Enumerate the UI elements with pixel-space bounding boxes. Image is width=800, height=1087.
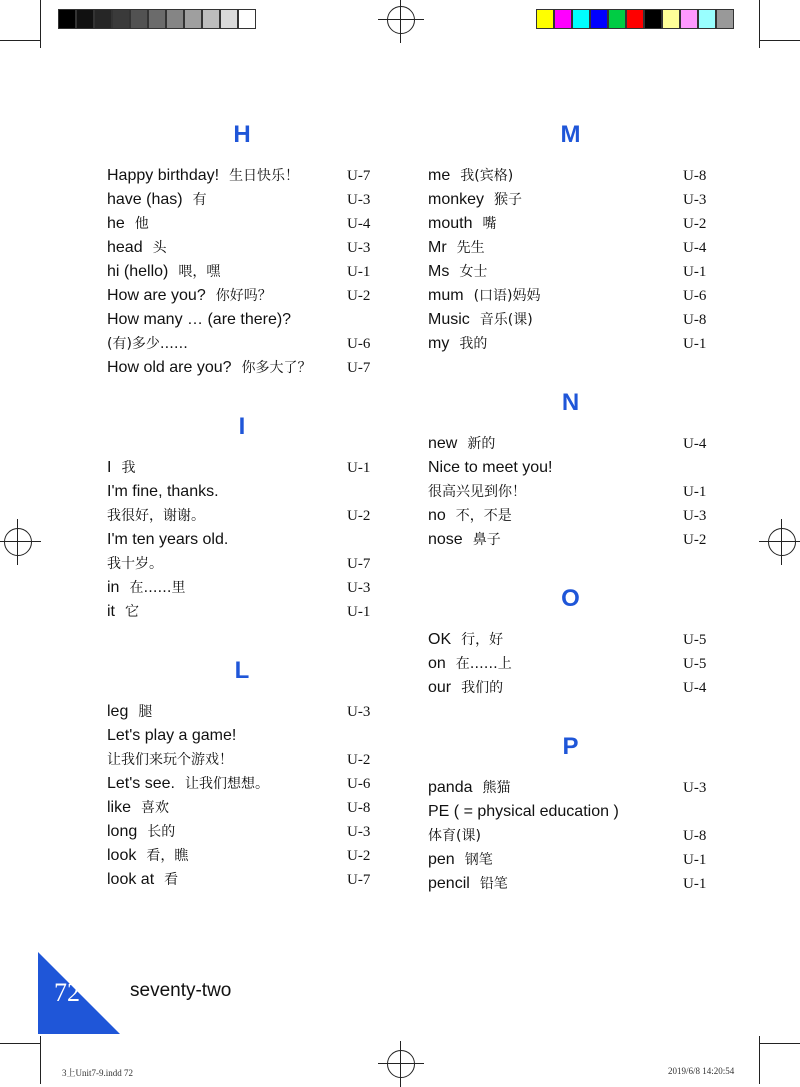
color-swatch (58, 9, 76, 29)
english-term: look at (107, 871, 155, 888)
entry-text (428, 212, 683, 236)
glossary-entry (428, 212, 713, 236)
entry-text (107, 528, 347, 576)
unit-reference: U-8 (683, 312, 707, 328)
color-swatch (536, 9, 554, 29)
english-term: on (428, 655, 446, 672)
glossary-entry (428, 528, 713, 552)
crop-mark (760, 40, 800, 41)
unit-reference: U-3 (683, 192, 707, 208)
chinese-meaning: 看，瞧 (146, 848, 189, 864)
color-swatch (716, 9, 734, 29)
chinese-meaning: 铅笔 (479, 876, 508, 892)
entry-text (428, 188, 683, 212)
chinese-meaning: 熊猫 (482, 780, 511, 796)
crop-mark (0, 40, 40, 41)
entry-text (428, 504, 683, 528)
color-swatch (184, 9, 202, 29)
section-letter: H (233, 121, 251, 148)
chinese-meaning: 新的 (467, 436, 496, 452)
glossary-entry (107, 576, 377, 600)
chinese-meaning: (有)多少…… (107, 336, 188, 352)
crop-mark (760, 1043, 800, 1044)
entry-text (107, 260, 347, 284)
crop-mark (0, 1043, 40, 1044)
print-timestamp: 2019/6/8 14:20:54 (668, 1066, 735, 1076)
section-letter: O (561, 585, 580, 612)
unit-reference: U-3 (347, 580, 371, 596)
chinese-meaning: 鼻子 (472, 532, 501, 548)
english-term: leg (107, 703, 129, 720)
unit-reference: U-3 (347, 192, 371, 208)
english-term: mouth (428, 215, 473, 232)
chinese-meaning: 音乐(课) (479, 312, 533, 328)
english-term: PE ( = physical education ) (428, 803, 619, 820)
chinese-meaning: 你好吗？ (215, 288, 272, 304)
glossary-entry (107, 212, 377, 236)
chinese-meaning: 我(宾格) (460, 168, 514, 184)
glossary-entry (107, 308, 377, 356)
chinese-meaning: 行，好 (461, 632, 504, 648)
english-term: Happy birthday! (107, 167, 220, 184)
english-term: I'm ten years old. (107, 531, 229, 548)
glossary-entry (428, 800, 713, 848)
english-term: our (428, 679, 452, 696)
unit-reference: U-7 (347, 360, 371, 376)
glossary-entry (107, 844, 377, 868)
english-term: I'm fine, thanks. (107, 483, 219, 500)
page-number: 72 (54, 978, 80, 1007)
entry-text (428, 284, 683, 308)
entry-text (107, 236, 347, 260)
entry-text (107, 212, 347, 236)
chinese-meaning: 让我们想想。 (184, 776, 269, 792)
glossary-section (428, 110, 713, 356)
unit-reference: U-8 (683, 168, 707, 184)
glossary-entry (428, 308, 713, 332)
entry-text (107, 820, 347, 844)
glossary-entry (428, 504, 713, 528)
glossary-entry (107, 456, 377, 480)
entry-text (428, 332, 683, 356)
english-term: look (107, 847, 137, 864)
glossary-entry (107, 868, 377, 892)
unit-reference: U-4 (683, 240, 707, 256)
entry-text (428, 800, 683, 848)
unit-reference: U-1 (683, 336, 707, 352)
glossary-entry (428, 236, 713, 260)
english-term: panda (428, 779, 473, 796)
unit-reference: U-4 (683, 436, 707, 452)
english-term: mum (428, 287, 464, 304)
entry-text (107, 456, 347, 480)
entry-text (107, 284, 347, 308)
section-letter: L (234, 657, 250, 684)
color-swatch (572, 9, 590, 29)
color-swatch (76, 9, 94, 29)
english-term: in (107, 579, 120, 596)
english-term: How are you? (107, 287, 206, 304)
glossary-entry (428, 776, 713, 800)
color-swatch (166, 9, 184, 29)
english-term: it (107, 603, 115, 620)
english-term: Nice to meet you! (428, 459, 553, 476)
glossary-left-column (107, 110, 377, 914)
glossary-entry (107, 260, 377, 284)
unit-reference: U-3 (347, 704, 371, 720)
file-slug: 3上Unit7-9.indd 72 (62, 1068, 133, 1078)
unit-reference: U-2 (347, 508, 371, 524)
chinese-meaning: 先生 (456, 240, 485, 256)
chinese-meaning: 头 (152, 240, 167, 256)
english-term: pen (428, 851, 455, 868)
glossary-entry (107, 700, 377, 724)
entry-text (107, 188, 347, 212)
section-letter: I (238, 413, 246, 440)
chinese-meaning: 长的 (147, 824, 176, 840)
english-term: Let's play a game! (107, 727, 237, 744)
glossary-section (107, 110, 377, 380)
color-swatch (238, 9, 256, 29)
glossary-entry (107, 772, 377, 796)
glossary-entry (107, 188, 377, 212)
glossary-entry (107, 528, 377, 576)
glossary-entry (428, 260, 713, 284)
unit-reference: U-6 (347, 776, 371, 792)
unit-reference: U-5 (683, 632, 707, 648)
color-swatch (220, 9, 238, 29)
english-term: long (107, 823, 138, 840)
entry-text (428, 308, 683, 332)
registration-mark-icon (387, 1050, 415, 1078)
entry-text (107, 700, 347, 724)
entry-text (428, 236, 683, 260)
entry-text (428, 628, 683, 652)
english-term: Music (428, 311, 470, 328)
chinese-meaning: 不，不是 (455, 508, 512, 524)
english-term: new (428, 435, 458, 452)
glossary-section (107, 402, 377, 624)
glossary-entry (107, 600, 377, 624)
glossary-entry (107, 480, 377, 528)
english-term: no (428, 507, 446, 524)
glossary-entry (428, 456, 713, 504)
entry-text (428, 676, 683, 700)
chinese-meaning: 腿 (138, 704, 153, 720)
english-term: he (107, 215, 125, 232)
english-term: hi (hello) (107, 263, 169, 280)
unit-reference: U-2 (683, 532, 707, 548)
unit-reference: U-8 (347, 800, 371, 816)
chinese-meaning: 让我们来玩个游戏！ (107, 752, 233, 768)
chinese-meaning: 在……里 (129, 580, 186, 596)
unit-reference: U-7 (347, 556, 371, 572)
glossary-entry (428, 164, 713, 188)
unit-reference: U-8 (683, 828, 707, 844)
entry-text (428, 652, 683, 676)
chinese-meaning: 看 (164, 872, 179, 888)
entry-text (428, 848, 683, 872)
registration-mark-icon (387, 6, 415, 34)
unit-reference: U-3 (683, 508, 707, 524)
chinese-meaning: 喂，嘿 (178, 264, 221, 280)
registration-mark-icon (768, 528, 796, 556)
glossary-entry (428, 628, 713, 652)
color-swatch (662, 9, 680, 29)
glossary-entry (107, 164, 377, 188)
unit-reference: U-2 (347, 848, 371, 864)
chinese-meaning: 你多大了？ (241, 360, 312, 376)
glossary-section (428, 722, 713, 896)
chinese-meaning: 嘴 (482, 216, 497, 232)
page-number-word: seventy-two (130, 980, 232, 1001)
unit-reference: U-5 (683, 656, 707, 672)
glossary-entry (107, 724, 377, 772)
glossary-section (107, 646, 377, 892)
english-term: my (428, 335, 450, 352)
chinese-meaning: 我很好，谢谢。 (107, 508, 205, 524)
entry-text (428, 776, 683, 800)
crop-mark (40, 1036, 41, 1084)
glossary-entry (428, 188, 713, 212)
entry-text (107, 480, 347, 528)
entry-text (107, 356, 347, 380)
chinese-meaning: 女士 (459, 264, 488, 280)
color-swatch (680, 9, 698, 29)
unit-reference: U-3 (347, 240, 371, 256)
chinese-meaning: 它 (125, 604, 139, 620)
unit-reference: U-3 (683, 780, 707, 796)
entry-text (428, 164, 683, 188)
color-swatch (626, 9, 644, 29)
unit-reference: U-3 (347, 824, 371, 840)
english-term: like (107, 799, 132, 816)
unit-reference: U-4 (347, 216, 371, 232)
color-swatch (698, 9, 716, 29)
entry-text (428, 432, 683, 456)
color-swatch (112, 9, 130, 29)
english-term: Ms (428, 263, 450, 280)
unit-reference: U-2 (347, 288, 371, 304)
english-term: Let's see. (107, 775, 175, 792)
glossary-entry (428, 652, 713, 676)
english-term: nose (428, 531, 463, 548)
entry-text (428, 872, 683, 896)
entry-text (107, 772, 347, 796)
unit-reference: U-1 (347, 604, 371, 620)
entry-text (107, 576, 347, 600)
english-term: How old are you? (107, 359, 232, 376)
color-swatch (554, 9, 572, 29)
english-term: pencil (428, 875, 470, 892)
glossary-section (428, 378, 713, 552)
english-term: Mr (428, 239, 447, 256)
unit-reference: U-1 (347, 264, 371, 280)
unit-reference: U-4 (683, 680, 707, 696)
glossary-entry (428, 676, 713, 700)
unit-reference: U-1 (347, 460, 371, 476)
english-term: monkey (428, 191, 485, 208)
entry-text (107, 844, 347, 868)
glossary-entry (107, 356, 377, 380)
glossary-section (428, 574, 713, 700)
chinese-meaning: 钢笔 (464, 852, 493, 868)
chinese-meaning: 生日快乐！ (229, 168, 300, 184)
color-swatch (590, 9, 608, 29)
registration-mark-icon (4, 528, 32, 556)
chinese-meaning: 有 (192, 192, 207, 208)
glossary-entry (107, 284, 377, 308)
chinese-meaning: 我十岁。 (107, 556, 163, 572)
entry-text (107, 868, 347, 892)
section-letter: N (561, 389, 580, 416)
color-swatch (94, 9, 112, 29)
english-term: How many … (are there)? (107, 311, 292, 328)
chinese-meaning: 我 (121, 460, 136, 476)
unit-reference: U-1 (683, 852, 707, 868)
glossary-entry (107, 796, 377, 820)
chinese-meaning: 很高兴见到你！ (428, 484, 526, 500)
chinese-meaning: 我的 (459, 336, 488, 352)
color-swatch (148, 9, 166, 29)
section-letter: M (560, 121, 581, 148)
entry-text (107, 724, 347, 772)
entry-text (428, 528, 683, 552)
unit-reference: U-2 (683, 216, 707, 232)
entry-text (107, 308, 347, 356)
entry-text (107, 600, 347, 624)
english-term: have (has) (107, 191, 183, 208)
chinese-meaning: 体育(课) (428, 828, 481, 844)
entry-text (107, 164, 347, 188)
color-swatch (644, 9, 662, 29)
glossary-entry (107, 820, 377, 844)
crop-mark (40, 0, 41, 48)
unit-reference: U-1 (683, 264, 707, 280)
entry-text (107, 796, 347, 820)
chinese-meaning: 在……上 (455, 656, 512, 672)
chinese-meaning: 猴子 (494, 192, 523, 208)
chinese-meaning: (口语)妈妈 (473, 288, 541, 304)
unit-reference: U-6 (347, 336, 371, 352)
entry-text (428, 456, 683, 504)
english-term: head (107, 239, 143, 256)
glossary-entry (428, 332, 713, 356)
unit-reference: U-7 (347, 168, 371, 184)
english-term: I (107, 459, 112, 476)
entry-text (428, 260, 683, 284)
unit-reference: U-6 (683, 288, 707, 304)
glossary-entry (107, 236, 377, 260)
chinese-meaning: 喜欢 (141, 800, 170, 816)
chinese-meaning: 他 (134, 216, 149, 232)
glossary-entry (428, 872, 713, 896)
glossary-entry (428, 432, 713, 456)
english-term: me (428, 167, 451, 184)
unit-reference: U-1 (683, 484, 707, 500)
unit-reference: U-7 (347, 872, 371, 888)
glossary-entry (428, 284, 713, 308)
color-swatch (202, 9, 220, 29)
english-term: OK (428, 631, 452, 648)
gray-color-bar (58, 9, 256, 29)
unit-reference: U-2 (347, 752, 371, 768)
color-swatch (130, 9, 148, 29)
chinese-meaning: 我们的 (461, 680, 504, 696)
section-letter: P (562, 733, 579, 760)
unit-reference: U-1 (683, 876, 707, 892)
cmyk-color-bar (536, 9, 734, 29)
color-swatch (608, 9, 626, 29)
glossary-entry (428, 848, 713, 872)
glossary-right-column (428, 110, 713, 918)
